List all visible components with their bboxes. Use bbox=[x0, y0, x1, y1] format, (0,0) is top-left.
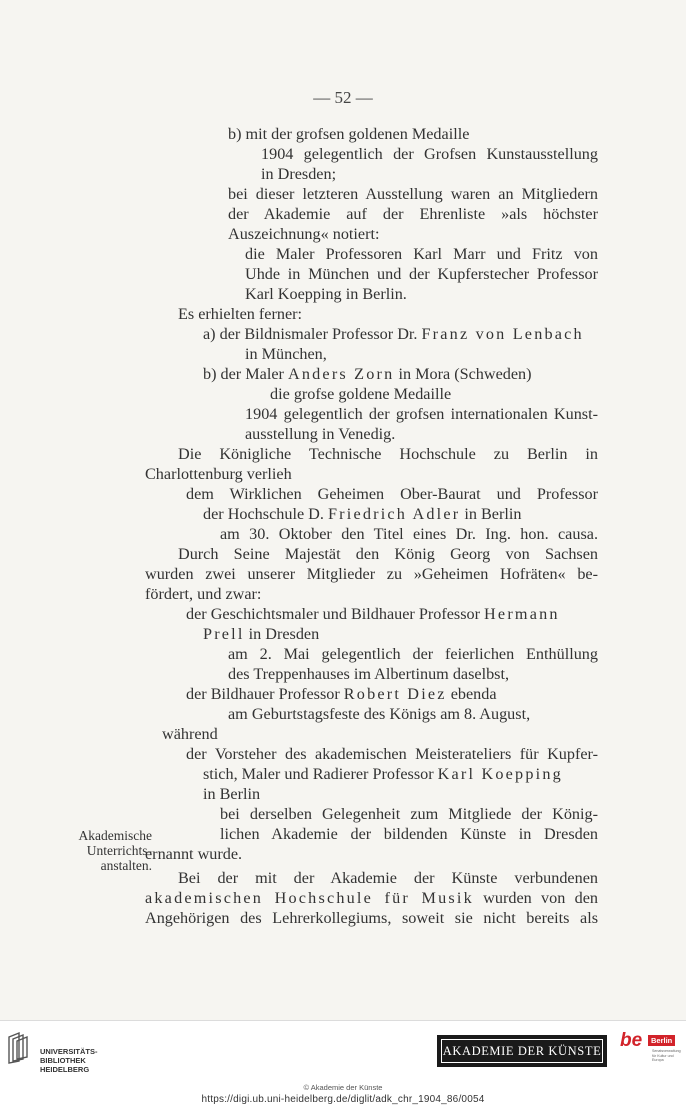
text-line bbox=[228, 665, 509, 684]
text-line bbox=[245, 425, 395, 444]
library-emblem-icon bbox=[6, 1031, 32, 1065]
copyright: © Akademie der Künste bbox=[303, 1083, 383, 1092]
spaced-name: Friedrich Adler bbox=[327, 505, 461, 523]
spaced-name: Hermann bbox=[484, 605, 560, 623]
page-number: — 52 — bbox=[313, 88, 373, 107]
text-line bbox=[178, 869, 598, 888]
text-line bbox=[145, 465, 292, 484]
library-name-line: HEIDELBERG bbox=[40, 1065, 90, 1074]
text-line-main: in Dresden; bbox=[261, 165, 337, 183]
text-line-tail: in Berlin bbox=[460, 505, 522, 523]
text-line bbox=[228, 225, 380, 244]
text-line-main: die Maler Professoren Karl Marr und Fritz von bbox=[245, 245, 598, 263]
library-name-line: BIBLIOTHEK bbox=[40, 1056, 86, 1065]
text-line bbox=[178, 545, 598, 564]
text-line-main: in Berlin bbox=[203, 785, 261, 803]
text-line bbox=[261, 165, 336, 184]
text-line-main: des Treppenhauses im Albertinum daselbst, bbox=[228, 665, 510, 683]
text-line-main: Charlottenburg verlieh bbox=[145, 465, 292, 483]
text-line-main: 1904 gelegentlich der grofsen internationalen Kunst- bbox=[245, 405, 598, 423]
text-line bbox=[145, 585, 261, 604]
text-line-main: Es erhielten ferner: bbox=[178, 305, 303, 323]
text-line-main: fördert, und zwar: bbox=[145, 585, 262, 603]
text-line-main: b) der Maler bbox=[203, 365, 288, 383]
spaced-name: Franz von Lenbach bbox=[421, 325, 584, 343]
text-line bbox=[186, 685, 497, 704]
text-line-main: Bei der mit der Akademie der Künste verbundenen bbox=[178, 869, 598, 887]
text-line bbox=[203, 785, 260, 804]
berlin-tag: Berlin bbox=[648, 1035, 675, 1046]
berlin-be: be bbox=[620, 1030, 643, 1051]
adk-label: AKADEMIE DER KÜNSTE bbox=[441, 1039, 603, 1063]
berlin-logo[interactable] bbox=[618, 1030, 681, 1067]
university-library-logo[interactable] bbox=[6, 1031, 136, 1074]
text-line bbox=[270, 385, 451, 404]
library-name bbox=[40, 1047, 98, 1074]
text-line-main: bei dieser letzteren Ausstellung waren an Mitgliedern bbox=[228, 185, 598, 203]
text-line-main: ernannt wurde. bbox=[145, 845, 243, 863]
text-line bbox=[186, 745, 598, 764]
spaced-name: Prell bbox=[203, 625, 245, 643]
text-line-main: Uhde in München und der Kupferstecher Professor bbox=[245, 265, 598, 283]
text-line-main: b) mit der grofsen goldenen Medaille bbox=[228, 125, 470, 143]
text-line-main: Die Königliche Technische Hochschule zu Berlin in bbox=[178, 445, 598, 463]
spaced-name: Anders Zorn bbox=[287, 365, 395, 383]
text-line-main: bei derselben Gelegenheit zum Mitgliede der König- bbox=[220, 805, 598, 823]
library-name-line: UNIVERSITÄTS- bbox=[40, 1047, 98, 1056]
spaced-name: akademischen Hochschule für Musik bbox=[145, 889, 474, 907]
text-line-tail: ebenda bbox=[446, 685, 497, 703]
text-line-main: ausstellung in Venedig. bbox=[245, 425, 396, 443]
text-line bbox=[245, 245, 598, 264]
text-line-main: a) der Bildnismaler Professor Dr. bbox=[203, 325, 422, 343]
text-line bbox=[162, 725, 218, 744]
footer bbox=[0, 1020, 686, 1108]
text-line bbox=[245, 285, 407, 304]
text-line-tail: in Mora (Schweden) bbox=[394, 365, 532, 383]
text-line bbox=[203, 765, 563, 784]
text-line-main: der Geschichtsmaler und Bildhauer Professor bbox=[186, 605, 485, 623]
margin-note-line: Unterrichts- bbox=[86, 843, 152, 858]
text-line bbox=[228, 645, 598, 664]
text-line-main: der Vorsteher des akademischen Meisterateliers für Kupfer- bbox=[186, 745, 598, 763]
margin-note-line: Akademische bbox=[78, 828, 152, 843]
text-line-main: 1904 gelegentlich der Grofsen Kunstausstellung bbox=[261, 145, 598, 163]
text-line bbox=[203, 365, 532, 384]
text-line-main: wurden zwei unserer Mitglieder zu »Geheimen Hofräten« be- bbox=[145, 565, 598, 583]
text-line bbox=[186, 485, 598, 504]
text-line-main: am 30. Oktober den Titel eines Dr. Ing. hon. causa. bbox=[220, 525, 598, 543]
text-line bbox=[145, 889, 598, 908]
text-line bbox=[186, 605, 560, 624]
permalink[interactable]: https://digi.ub.uni-heidelberg.de/diglit/adk_chr_1904_86/0054 bbox=[201, 1094, 485, 1105]
spaced-name: Robert Diez bbox=[343, 685, 447, 703]
text-line-main: der Hochschule D. bbox=[203, 505, 328, 523]
text-line-main: in München, bbox=[245, 345, 327, 363]
text-line bbox=[228, 205, 598, 224]
text-line-main: die grofse goldene Medaille bbox=[270, 385, 452, 403]
berlin-subtitle: Senatsverwaltung für Kultur und Europa bbox=[652, 1049, 681, 1062]
text-line bbox=[220, 825, 598, 844]
adk-logo[interactable] bbox=[437, 1035, 607, 1067]
text-line bbox=[178, 445, 598, 464]
text-line-tail: in Dresden bbox=[244, 625, 320, 643]
text-line bbox=[228, 185, 598, 204]
text-line bbox=[245, 345, 327, 364]
text-line bbox=[203, 325, 584, 344]
text-line-main: während bbox=[162, 725, 218, 743]
spaced-name: Karl Koepping bbox=[437, 765, 563, 783]
text-line bbox=[178, 305, 302, 324]
text-line-main: der Akademie auf der Ehrenliste »als höchster bbox=[228, 205, 598, 223]
text-line-main: Karl Koepping in Berlin. bbox=[245, 285, 407, 303]
margin-note-line: anstalten. bbox=[100, 858, 152, 873]
text-line bbox=[220, 805, 598, 824]
text-line-main: der Bildhauer Professor bbox=[186, 685, 344, 703]
text-line-main: stich, Maler und Radierer Professor bbox=[203, 765, 438, 783]
text-line-main: lichen Akademie der bildenden Künste in Dresden bbox=[220, 825, 598, 843]
text-line bbox=[203, 625, 319, 644]
margin-note bbox=[40, 828, 152, 873]
text-line-main: am 2. Mai gelegentlich der feierlichen Enthüllung bbox=[228, 645, 598, 663]
text-line bbox=[228, 705, 530, 724]
text-line bbox=[245, 405, 598, 424]
text-line bbox=[203, 505, 521, 524]
text-line bbox=[261, 145, 598, 164]
text-line-main: Auszeichnung« notiert: bbox=[228, 225, 380, 243]
text-line bbox=[145, 845, 242, 864]
text-line-main: Angehörigen des Lehrerkollegiums, soweit sie nicht bereits als bbox=[145, 909, 598, 927]
text-line bbox=[220, 525, 598, 544]
text-line-main: Durch Seine Majestät den König Georg von Sachsen bbox=[178, 545, 598, 563]
text-line bbox=[228, 125, 469, 144]
text-line bbox=[145, 565, 598, 584]
text-line bbox=[245, 265, 598, 284]
text-line-main: dem Wirklichen Geheimen Ober-Baurat und Professor bbox=[186, 485, 598, 503]
text-line-tail: wurden von den bbox=[473, 889, 598, 907]
text-line bbox=[145, 909, 598, 928]
text-line-main: am Geburtstagsfeste des Königs am 8. August, bbox=[228, 705, 531, 723]
